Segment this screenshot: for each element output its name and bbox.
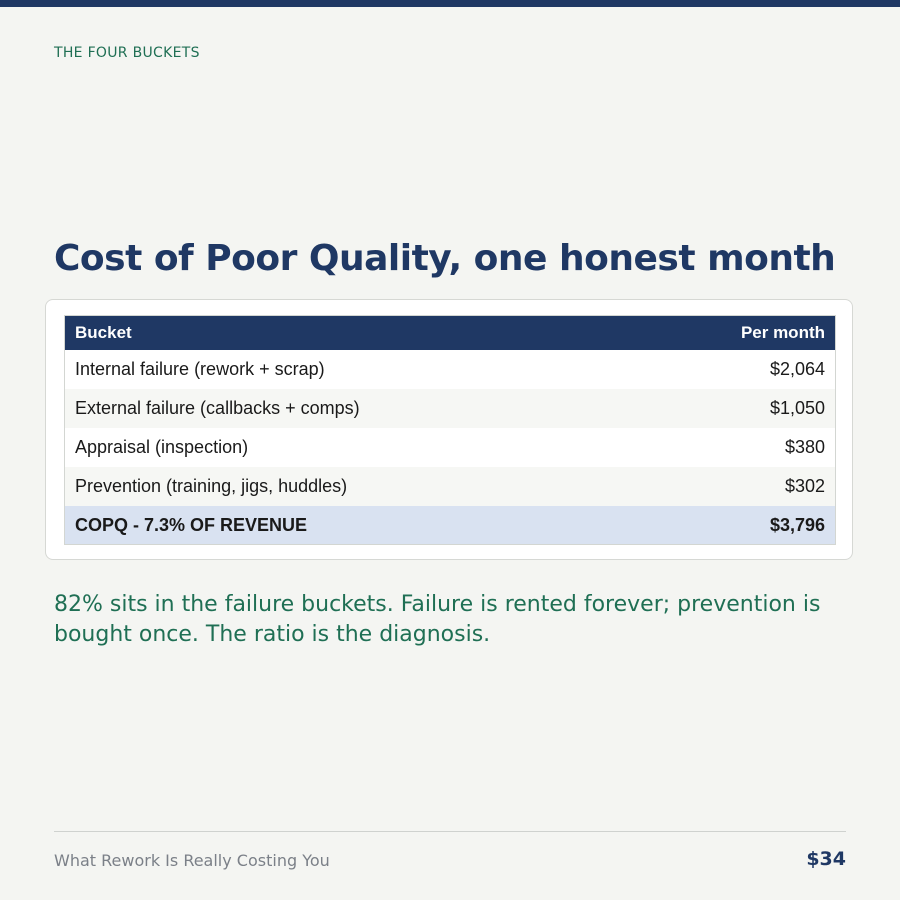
header-per-month: Per month	[639, 316, 836, 351]
row-bucket: External failure (callbacks + comps)	[65, 389, 639, 428]
row-bucket: Prevention (training, jigs, huddles)	[65, 467, 639, 506]
section-eyebrow: THE FOUR BUCKETS	[54, 45, 200, 61]
page-title: Cost of Poor Quality, one honest month	[54, 238, 836, 279]
table-row	[65, 467, 836, 506]
total-label: COPQ - 7.3% OF REVENUE	[65, 506, 639, 545]
row-per-month: $302	[639, 467, 836, 506]
footer-divider	[54, 831, 846, 832]
row-per-month: $380	[639, 428, 836, 467]
header-bucket: Bucket	[65, 316, 639, 351]
footer-price: $34	[806, 848, 846, 870]
row-per-month: $1,050	[639, 389, 836, 428]
total-value: $3,796	[639, 506, 836, 545]
row-bucket: Appraisal (inspection)	[65, 428, 639, 467]
top-accent-bar	[0, 0, 900, 7]
table-row	[65, 428, 836, 467]
table-header-row	[65, 316, 836, 351]
table-total-row	[65, 506, 836, 545]
table-row	[65, 350, 836, 389]
row-bucket: Internal failure (rework + scrap)	[65, 350, 639, 389]
table-row	[65, 389, 836, 428]
insight-text: 82% sits in the failure buckets. Failure is rented forever; prevention is bought once. The ratio is the diagnosis.	[54, 592, 821, 647]
footer-series-title: What Rework Is Really Costing You	[54, 851, 330, 870]
row-per-month: $2,064	[639, 350, 836, 389]
copq-table	[64, 315, 836, 545]
table-card	[45, 299, 853, 560]
